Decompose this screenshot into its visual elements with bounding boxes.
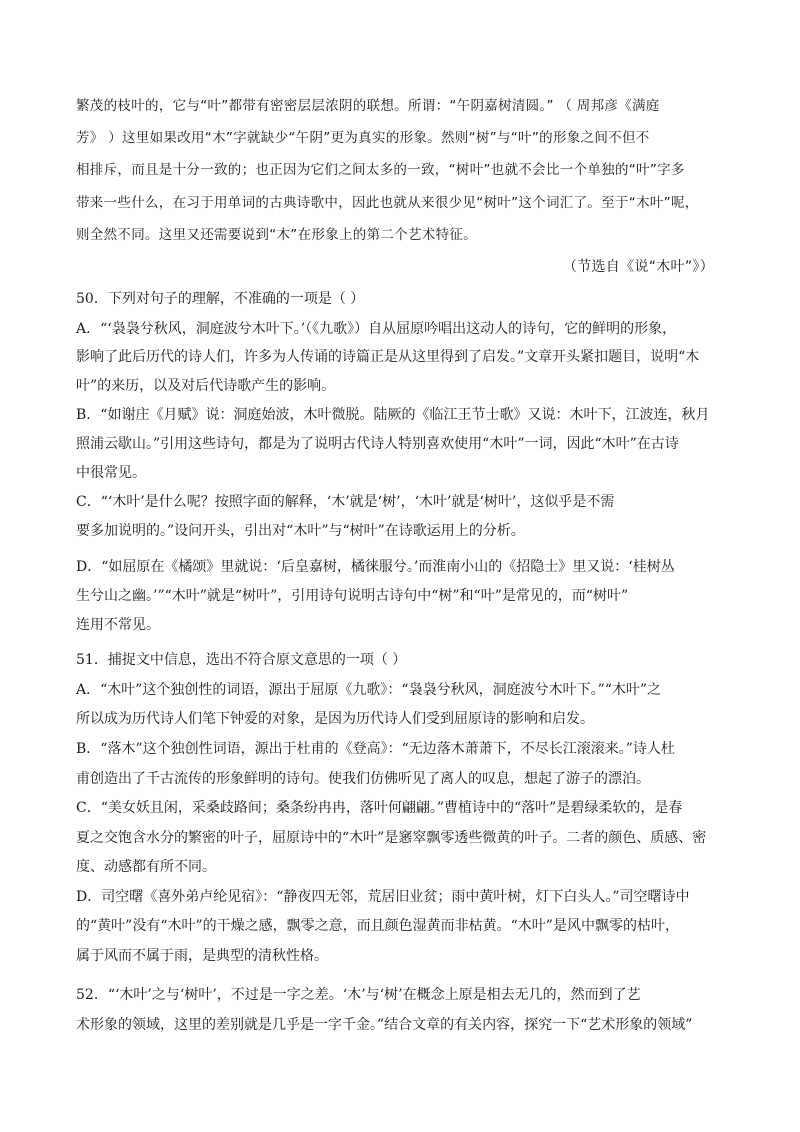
question-52-stem: 52．“‘木叶’之与‘树叶’，不过是一字之差。‘木’与‘树’在概念上原是相去无几的，然而到了艺 [76,987,641,1003]
question-51-stem: 51．捕捉文中信息，选出不符合原文意思的一项（ ） [76,652,407,668]
question-51-option-d: 属于风而不属于雨，是典型的清秋性格。 [76,948,328,964]
question-50-option-a: 影响了此后历代的诗人们，许多为人传诵的诗篇正是从这里得到了启发。”文章开头紧扣题目，说明“木 [76,349,700,365]
question-50-option-c: 要多加说明的。”设问开头，引出对“木叶”与“树叶”在诗歌运用上的分析。 [76,523,525,539]
passage-line: 繁茂的枝叶的，它与“叶”都带有密密层层浓阴的联想。所谓：“午阴嘉树清圆。” （ 周邦彦《满庭 [76,98,660,114]
passage-line: 芳》 ）这里如果改用“木”字就缺少“午阴”更为真实的形象。然则“树”与“叶”的形象之间不但不 [76,130,650,146]
passage-line: 带来一些什么，在习于用单词的古典诗歌中，因此也就从来很少见“树叶”这个词汇了。至于“木叶”呢， [76,195,699,211]
question-51-option-c: 夏之交饱含水分的繁密的叶子，屈原诗中的“木叶”是窸窣飘零透些微黄的叶子。二者的颜色、质感、密 [76,830,707,846]
question-50-option-a: A．“‘袅袅兮秋风，洞庭波兮木叶下。’（《九歌》）自从屈原吟唱出这动人的诗句，它的鲜明的形象， [76,321,677,337]
question-52-stem: 术形象的领域，这里的差别就是几乎是一字千金。”结合文章的有关内容，探究一下“艺术形象的领域” [76,1017,693,1033]
question-50-option-d: 生兮山之幽。’”“木叶”就是“树叶”，引用诗句说明古诗句中“树”和“叶”是常见的，而“树叶” [76,588,629,604]
question-51-option-b: B．“落木”这个独创性词语，源出于杜甫的《登高》：“无边落木萧萧下，不尽长江滚滚来。”诗人杜 [76,741,675,757]
question-51-option-b: 甫创造出了千古流传的形象鲜明的诗句。使我们仿佛听见了离人的叹息，想起了游子的漂泊。 [76,771,650,787]
passage-line: 则全然不同。这里又还需要说到“木”在形象上的第二个艺术特征。 [76,227,477,243]
question-50-option-b: 中很常见。 [76,465,146,481]
question-51-option-c: C．“美女妖且闲，采桑歧路间；桑条纷冉冉，落叶何翩翩。”曹植诗中的“落叶”是碧绿柔软的，是春 [76,800,683,816]
question-50-option-d: 连用不常见。 [76,617,160,633]
question-50-option-c: C．“‘木叶’是什么呢？按照字面的解释，‘木’就是‘树’，‘木叶’就是‘树叶’，这似乎是不需 [76,494,615,510]
passage-line: 相排斥，而且是十分一致的；也正因为它们之间太多的一致，“树叶”也就不会比一个单独的“叶”字多 [76,162,685,178]
question-51-option-a: A．“木叶”这个独创性的词语，源出于屈原《九歌》：“袅袅兮秋风，洞庭波兮木叶下。”“木叶”之 [76,682,662,698]
question-51-option-d: D．司空曙《喜外弟卢纶见宿》：“静夜四无邻，荒居旧业贫；雨中黄叶树，灯下白头人。”司空曙诗中 [76,889,690,905]
question-51-option-d: 的“黄叶”没有“木叶”的干燥之感，飘零之意，而且颜色湿黄而非枯黄。“木叶”是风中飘零的枯叶， [76,918,679,934]
question-50-option-b: 照浦云歇山。”引用这些诗句，都是为了说明古代诗人特别喜欢使用“木叶”一词，因此“木叶”在古诗 [76,436,679,452]
question-50-option-a: 叶”的来历，以及对后代诗歌产生的影响。 [76,378,336,394]
passage-source: （节选自《说“木叶”》） [562,259,714,275]
question-50-option-d: D．“如屈原在《橘颂》里就说：‘后皇嘉树，橘徕服兮。’而淮南小山的《招隐士》里又说：‘桂树丛 [76,559,675,575]
question-51-option-c: 度、动感都有所不同。 [76,859,216,875]
question-50-stem: 50．下列对句子的理解，不准确的一项是（ ） [76,291,365,307]
question-50-option-b: B．“如谢庄《月赋》说：洞庭始波，木叶微脱。陆厥的《临江王节士歌》又说：木叶下，江波连，秋月 [76,407,710,423]
question-51-option-a: 所以成为历代诗人们笔下钟爱的对象，是因为历代诗人们受到屈原诗的影响和启发。 [76,711,594,727]
